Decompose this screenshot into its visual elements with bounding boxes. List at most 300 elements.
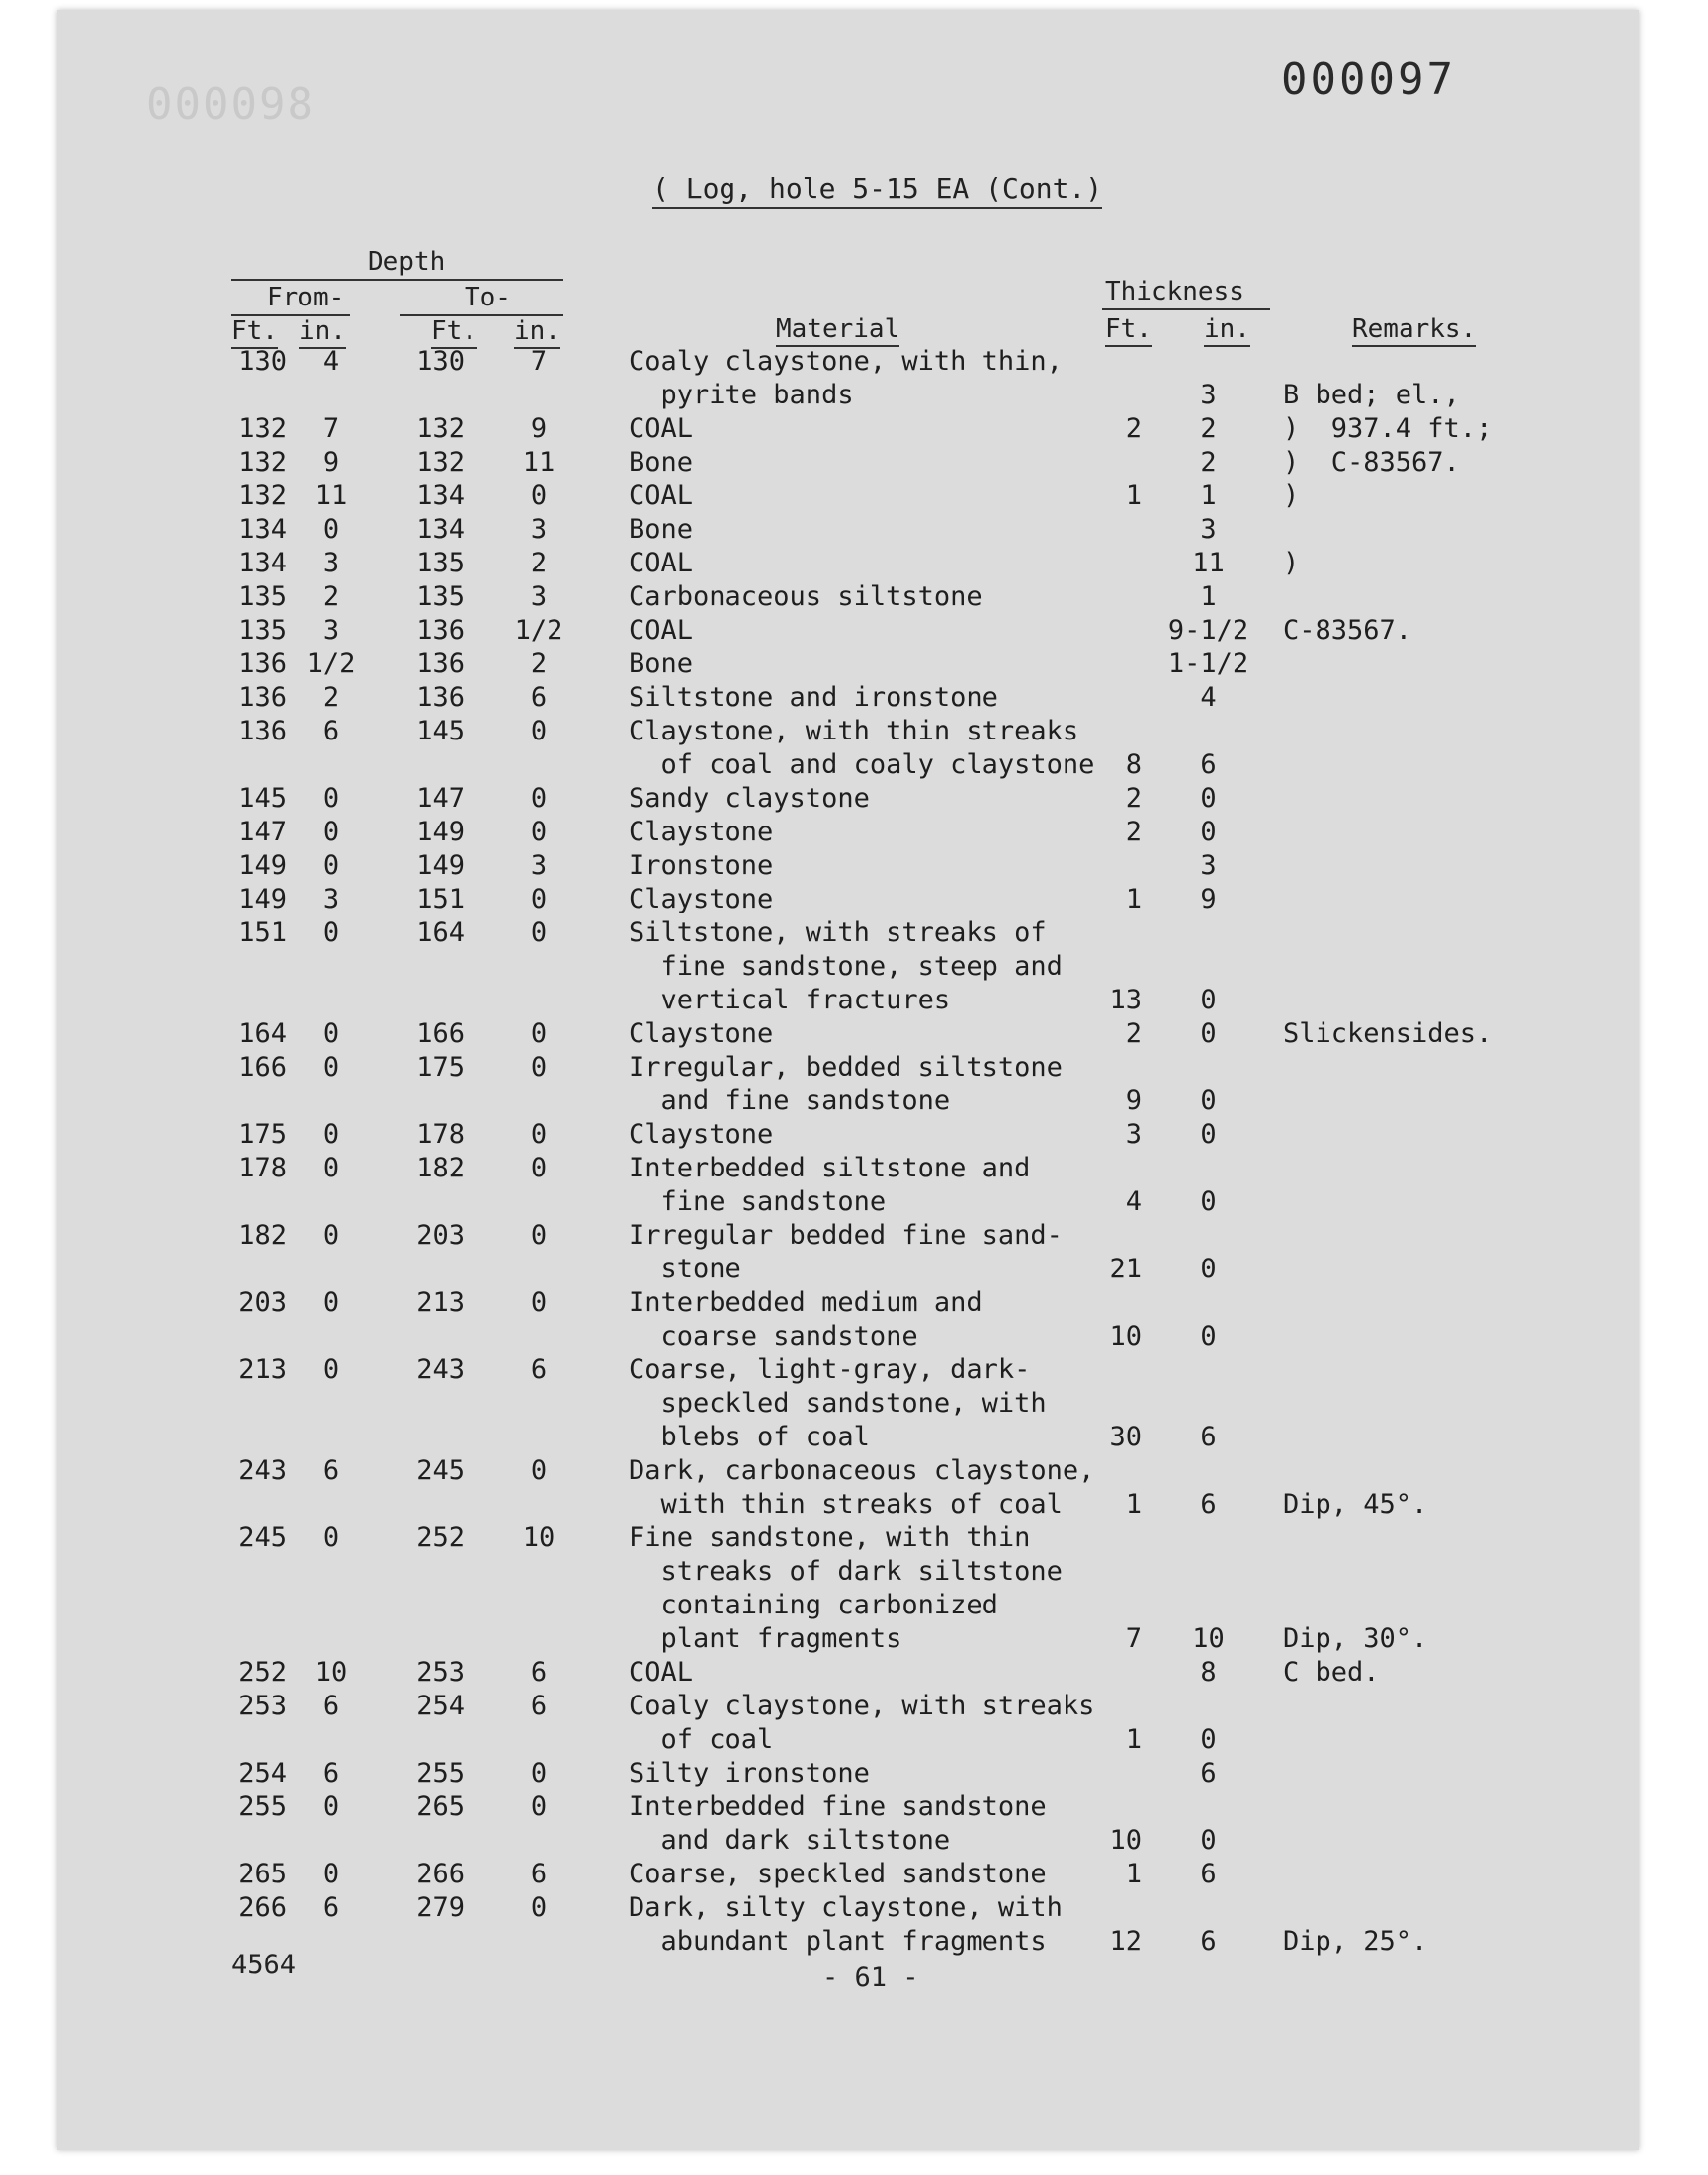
material-cell: Fine sandstone, with thin [629,1522,1031,1553]
material-cell: Coarse, speckled sandstone [629,1859,1047,1889]
from-in-cell: 6 [322,1758,340,1788]
thickness-ft-cell: 2 [1125,783,1142,814]
to-in-cell: 0 [530,1052,548,1083]
thickness-in-cell: 0 [1200,1119,1217,1150]
material-cell: of coal and coaly claystone [629,749,1095,780]
thickness-ft-cell: 1 [1125,480,1142,511]
from-in-cell: 6 [322,1892,340,1923]
table-row [0,1892,1708,1926]
material-cell: blebs of coal [629,1422,870,1452]
to-ft-header: Ft. [431,316,477,346]
to-in-cell: 0 [530,1119,548,1150]
thickness-ft-cell: 9 [1125,1086,1142,1116]
from-in-cell: 0 [322,1220,340,1251]
to-in-cell: 0 [530,817,548,847]
remarks-cell: ) 937.4 ft.; [1283,413,1493,444]
material-cell: streaks of dark siltstone [629,1556,1063,1587]
thickness-in-cell: 0 [1200,1825,1217,1856]
material-cell: and fine sandstone [629,1086,951,1116]
table-row [0,1522,1708,1556]
table-row [0,884,1708,917]
to-in-cell: 1/2 [514,615,563,646]
table-row [0,1052,1708,1086]
thickness-ft-cell: 4 [1125,1186,1142,1217]
from-in-cell: 2 [322,581,340,612]
remarks-cell: Slickensides. [1283,1018,1493,1049]
table-row [0,951,1708,985]
to-ft-cell: 132 [416,447,465,478]
thickness-in-cell: 0 [1200,1086,1217,1116]
to-in-cell: 11 [522,447,555,478]
to-ft-cell: 132 [416,413,465,444]
table-row [0,1119,1708,1153]
from-ft-cell: 149 [238,884,287,914]
material-cell: plant fragments [629,1623,902,1654]
material-cell: Interbedded fine sandstone [629,1791,1047,1822]
from-ft-cell: 175 [238,1119,287,1150]
to-header: To- [465,283,511,312]
from-ft-cell: 136 [238,716,287,746]
table-row [0,480,1708,514]
to-ft-cell: 203 [416,1220,465,1251]
from-ft-cell: 132 [238,447,287,478]
table-row [0,985,1708,1018]
from-in-cell: 4 [322,346,340,377]
thickness-in-cell: 6 [1200,1489,1217,1520]
thickness-in-cell: 9-1/2 [1167,615,1249,646]
remarks-cell: ) [1283,480,1300,511]
table-row [0,1590,1708,1623]
table-row [0,649,1708,682]
to-ft-cell: 266 [416,1859,465,1889]
thickness-in-cell: 11 [1192,548,1225,578]
table-row [0,716,1708,749]
material-cell: and dark siltstone [629,1825,951,1856]
from-ft-header: Ft. [231,316,278,346]
document-number: 000097 [1281,54,1456,105]
to-in-cell: 6 [530,1354,548,1385]
from-in-cell: 0 [322,817,340,847]
remarks-cell: C-83567. [1283,615,1412,646]
thickness-in-header: in. [1204,314,1250,344]
from-header: From- [267,283,345,312]
table-row [0,1018,1708,1052]
thickness-ft-cell: 3 [1125,1119,1142,1150]
table-row [0,581,1708,615]
table-row [0,1724,1708,1758]
table-row [0,1489,1708,1522]
to-in-cell: 3 [530,581,548,612]
from-in-cell: 0 [322,917,340,948]
from-in-cell: 0 [322,1018,340,1049]
thickness-in-cell: 6 [1200,1926,1217,1957]
from-in-cell: 0 [322,514,340,545]
material-cell: Irregular, bedded siltstone [629,1052,1063,1083]
material-cell: Claystone [629,1119,774,1150]
from-in-header: in. [299,316,346,346]
thickness-in-cell: 0 [1200,1321,1217,1351]
thickness-in-cell: 0 [1200,1254,1217,1284]
thickness-in-cell: 1 [1200,581,1217,612]
thickness-rule [1102,308,1270,310]
to-in-cell: 0 [530,917,548,948]
to-in-cell: 6 [530,682,548,713]
from-ft-cell: 178 [238,1153,287,1183]
material-cell: Dark, carbonaceous claystone, [629,1455,1095,1486]
from-ft-cell: 203 [238,1287,287,1318]
table-row [0,514,1708,548]
remarks-cell: ) C-83567. [1283,447,1460,478]
to-ft-cell: 253 [416,1657,465,1688]
thickness-ft-cell: 1 [1125,1724,1142,1755]
to-ft-cell: 151 [416,884,465,914]
thickness-in-cell: 4 [1200,682,1217,713]
to-in-cell: 0 [530,716,548,746]
thickness-ft-cell: 1 [1125,1859,1142,1889]
thickness-ft-cell: 30 [1109,1422,1142,1452]
from-ft-cell: 135 [238,581,287,612]
from-in-cell: 0 [322,783,340,814]
from-in-cell: 0 [322,1522,340,1553]
to-ft-cell: 254 [416,1691,465,1721]
thickness-in-cell: 3 [1200,850,1217,881]
table-row [0,1758,1708,1791]
material-cell: Sandy claystone [629,783,870,814]
to-ft-cell: 145 [416,716,465,746]
from-in-cell: 0 [322,1153,340,1183]
thickness-ft-cell: 2 [1125,1018,1142,1049]
to-ft-cell: 255 [416,1758,465,1788]
to-ft-cell: 252 [416,1522,465,1553]
to-in-cell: 0 [530,783,548,814]
from-ft-cell: 134 [238,514,287,545]
material-cell: Coaly claystone, with thin, [629,346,1063,377]
to-ft-cell: 134 [416,514,465,545]
thickness-ft-cell: 21 [1109,1254,1142,1284]
thickness-ft-cell: 2 [1125,413,1142,444]
page-number: - 61 - [822,1962,919,1993]
thickness-in-cell: 9 [1200,884,1217,914]
from-ft-cell: 252 [238,1657,287,1688]
table-row [0,850,1708,884]
from-ft-cell: 134 [238,548,287,578]
table-row [0,1186,1708,1220]
material-cell: Bone [629,514,694,545]
material-cell: with thin streaks of coal [629,1489,1063,1520]
material-cell: Coaly claystone, with streaks [629,1691,1095,1721]
thickness-header: Thickness [1105,277,1244,306]
remarks-cell: ) [1283,548,1300,578]
table-row [0,1153,1708,1186]
from-in-cell: 7 [322,413,340,444]
thickness-ft-cell: 10 [1109,1321,1142,1351]
to-ft-cell: 279 [416,1892,465,1923]
to-in-header: in. [514,316,560,346]
table-row [0,1354,1708,1388]
from-in-cell: 6 [322,716,340,746]
table-row [0,749,1708,783]
from-ft-cell: 213 [238,1354,287,1385]
thickness-ft-cell: 2 [1125,817,1142,847]
from-ft-cell: 151 [238,917,287,948]
from-ft-cell: 265 [238,1859,287,1889]
from-in-cell: 0 [322,1287,340,1318]
thickness-in-cell: 3 [1200,380,1217,410]
thickness-in-cell: 6 [1200,1758,1217,1788]
table-row [0,1825,1708,1859]
material-cell: abundant plant fragments [629,1926,1047,1957]
from-in-cell: 6 [322,1455,340,1486]
to-ft-cell: 136 [416,649,465,679]
to-in-cell: 9 [530,413,548,444]
material-cell: COAL [629,1657,694,1688]
material-cell: COAL [629,548,694,578]
to-ft-cell: 182 [416,1153,465,1183]
from-in-cell: 0 [322,1052,340,1083]
to-in-cell: 6 [530,1859,548,1889]
to-in-cell: 0 [530,1153,548,1183]
material-cell: of coal [629,1724,774,1755]
from-in-cell: 1/2 [306,649,356,679]
table-row [0,447,1708,480]
table-row [0,917,1708,951]
material-cell: COAL [629,615,694,646]
remarks-header: Remarks. [1352,314,1476,344]
to-in-cell: 6 [530,1657,548,1688]
to-in-cell: 0 [530,1018,548,1049]
remarks-cell: Dip, 45°. [1283,1489,1428,1520]
thickness-ft-cell: 7 [1125,1623,1142,1654]
remarks-cell: Dip, 30°. [1283,1623,1428,1654]
from-ft-cell: 149 [238,850,287,881]
from-ft-cell: 254 [238,1758,287,1788]
thickness-in-cell: 2 [1200,413,1217,444]
table-row [0,1321,1708,1354]
material-cell: Claystone, with thin streaks [629,716,1079,746]
from-in-cell: 9 [322,447,340,478]
to-in-cell: 3 [530,514,548,545]
material-cell: Irregular bedded fine sand- [629,1220,1063,1251]
thickness-in-cell: 6 [1200,1859,1217,1889]
to-in-cell: 0 [530,884,548,914]
thickness-in-cell: 6 [1200,749,1217,780]
material-cell: Claystone [629,884,774,914]
thickness-ft-cell: 10 [1109,1825,1142,1856]
material-cell: Siltstone, with streaks of [629,917,1047,948]
thickness-in-cell: 1 [1200,480,1217,511]
to-ft-cell: 136 [416,682,465,713]
from-in-cell: 6 [322,1691,340,1721]
thickness-in-cell: 1-1/2 [1167,649,1249,679]
table-row [0,1388,1708,1422]
from-ft-cell: 132 [238,413,287,444]
material-cell: COAL [629,480,694,511]
thickness-ft-cell: 13 [1109,985,1142,1015]
to-ft-cell: 149 [416,850,465,881]
to-in-cell: 3 [530,850,548,881]
to-ft-cell: 135 [416,548,465,578]
thickness-in-cell: 0 [1200,1724,1217,1755]
footer-code: 4564 [231,1950,297,1980]
to-in-cell: 0 [530,1892,548,1923]
to-in-cell: 2 [530,548,548,578]
from-in-cell: 10 [314,1657,348,1688]
thickness-in-cell: 0 [1200,783,1217,814]
material-cell: Siltstone and ironstone [629,682,998,713]
table-row [0,1220,1708,1254]
table-row [0,1422,1708,1455]
material-cell: Interbedded siltstone and [629,1153,1031,1183]
table-row [0,1691,1708,1724]
to-ft-cell: 166 [416,1018,465,1049]
bleed-through-number: 000098 [146,79,315,130]
from-in-cell: 0 [322,1859,340,1889]
from-ft-cell: 166 [238,1052,287,1083]
thickness-in-cell: 0 [1200,817,1217,847]
from-ft-cell: 147 [238,817,287,847]
depth-header: Depth [368,247,446,277]
to-ft-cell: 178 [416,1119,465,1150]
to-ft-cell: 243 [416,1354,465,1385]
to-in-cell: 0 [530,1455,548,1486]
from-ft-cell: 136 [238,649,287,679]
material-cell: vertical fractures [629,985,951,1015]
from-in-cell: 3 [322,884,340,914]
page-title: ( Log, hole 5-15 EA (Cont.) [652,172,1102,209]
from-ft-cell: 266 [238,1892,287,1923]
depth-rule [231,279,563,281]
to-in-cell: 0 [530,480,548,511]
material-cell: pyrite bands [629,380,854,410]
thickness-ft-cell: 8 [1125,749,1142,780]
table-row [0,1086,1708,1119]
thickness-in-cell: 6 [1200,1422,1217,1452]
material-cell: stone [629,1254,741,1284]
table-row [0,380,1708,413]
from-ft-cell: 243 [238,1455,287,1486]
material-cell: Dark, silty claystone, with [629,1892,1063,1923]
remarks-cell: C bed. [1283,1657,1380,1688]
from-in-cell: 0 [322,850,340,881]
thickness-in-cell: 3 [1200,514,1217,545]
material-cell: containing carbonized [629,1590,998,1620]
thickness-ft-cell: 1 [1125,884,1142,914]
from-in-cell: 11 [314,480,348,511]
to-ft-cell: 147 [416,783,465,814]
to-in-cell: 0 [530,1791,548,1822]
table-row [0,413,1708,447]
from-ft-cell: 164 [238,1018,287,1049]
to-in-cell: 2 [530,649,548,679]
to-in-cell: 10 [522,1522,555,1553]
from-in-cell: 0 [322,1354,340,1385]
thickness-in-cell: 2 [1200,447,1217,478]
from-ft-cell: 145 [238,783,287,814]
from-in-cell: 3 [322,615,340,646]
to-ft-cell: 135 [416,581,465,612]
table-row [0,1791,1708,1825]
to-in-cell: 0 [530,1220,548,1251]
to-ft-cell: 245 [416,1455,465,1486]
from-ft-cell: 135 [238,615,287,646]
table-row [0,1455,1708,1489]
table-row [0,548,1708,581]
thickness-in-cell: 0 [1200,1018,1217,1049]
from-ft-cell: 182 [238,1220,287,1251]
thickness-ft-header: Ft. [1105,314,1152,344]
material-cell: Ironstone [629,850,774,881]
table-row [0,346,1708,380]
to-in-cell: 7 [530,346,548,377]
to-ft-cell: 164 [416,917,465,948]
thickness-in-cell: 10 [1192,1623,1225,1654]
remarks-cell: B bed; el., [1283,380,1460,410]
to-ft-cell: 134 [416,480,465,511]
from-in-cell: 2 [322,682,340,713]
to-ft-cell: 149 [416,817,465,847]
material-cell: speckled sandstone, with [629,1388,1047,1419]
to-ft-cell: 130 [416,346,465,377]
thickness-in-cell: 0 [1200,985,1217,1015]
to-in-cell: 6 [530,1691,548,1721]
material-cell: Bone [629,649,694,679]
thickness-in-cell: 8 [1200,1657,1217,1688]
from-in-cell: 3 [322,548,340,578]
material-cell: COAL [629,413,694,444]
table-row [0,1859,1708,1892]
to-in-cell: 0 [530,1287,548,1318]
table-row [0,1657,1708,1691]
material-cell: Coarse, light-gray, dark- [629,1354,1031,1385]
remarks-cell: Dip, 25°. [1283,1926,1428,1957]
table-row [0,682,1708,716]
from-ft-cell: 130 [238,346,287,377]
table-row [0,817,1708,850]
material-cell: fine sandstone, steep and [629,951,1063,982]
table-row [0,1254,1708,1287]
material-header: Material [776,314,899,344]
from-in-cell: 0 [322,1791,340,1822]
from-ft-cell: 255 [238,1791,287,1822]
from-ft-cell: 253 [238,1691,287,1721]
from-ft-cell: 132 [238,480,287,511]
table-row [0,783,1708,817]
from-ft-cell: 136 [238,682,287,713]
from-in-cell: 0 [322,1119,340,1150]
thickness-ft-cell: 12 [1109,1926,1142,1957]
table-row [0,615,1708,649]
thickness-ft-cell: 1 [1125,1489,1142,1520]
table-row [0,1556,1708,1590]
to-ft-cell: 265 [416,1791,465,1822]
material-cell: Interbedded medium and [629,1287,982,1318]
material-cell: Carbonaceous siltstone [629,581,982,612]
table-row [0,1287,1708,1321]
to-in-cell: 0 [530,1758,548,1788]
thickness-in-cell: 0 [1200,1186,1217,1217]
from-ft-cell: 245 [238,1522,287,1553]
table-row [0,1623,1708,1657]
material-cell: Bone [629,447,694,478]
material-cell: Claystone [629,1018,774,1049]
to-ft-cell: 213 [416,1287,465,1318]
to-ft-cell: 175 [416,1052,465,1083]
material-cell: Silty ironstone [629,1758,870,1788]
material-cell: Claystone [629,817,774,847]
material-cell: fine sandstone [629,1186,887,1217]
material-cell: coarse sandstone [629,1321,918,1351]
to-ft-cell: 136 [416,615,465,646]
